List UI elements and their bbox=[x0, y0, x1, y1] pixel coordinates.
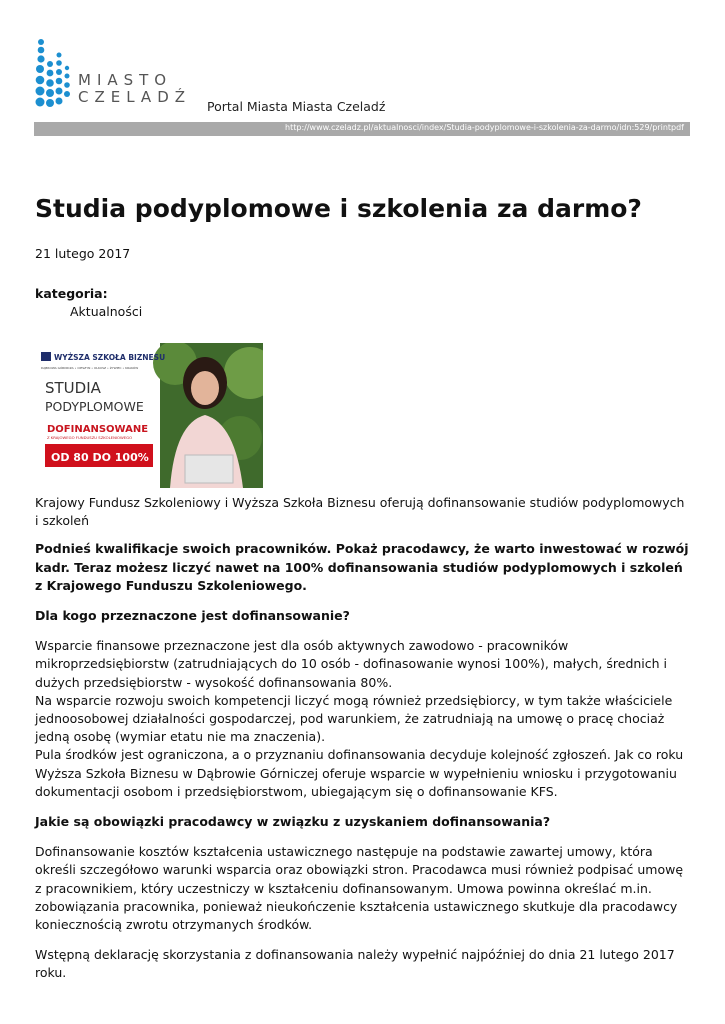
obligations-paragraph: Dofinansowanie kosztów kształcenia ustawicznego następuje na podstawie zawartej umowy, która określi szczegółowo warunki wsparcia oraz obowiązki stron. Pracodawca musi również podpisać umowę z pracownikiem, który uczestniczy w kształceniu dofinansowanym. Umowa powinna określać m.in. zobowiązania pracownika, ponieważ nieukończenie kształcenia ustawicznego skutkuje dla pracodawcy koniecznością zwrotu otrzymanych środków. bbox=[35, 844, 684, 933]
section-heading-obligations: Jakie są obowiązki pracodawcy w związku z uzyskaniem dofinansowania? bbox=[35, 814, 551, 830]
logo-line-2: CZELADŹ bbox=[78, 88, 192, 106]
deadline-paragraph: Wstępną deklarację skorzystania z dofinansowania należy wypełnić najpóźniej do dnia 21 lutego 2017 roku. bbox=[35, 947, 675, 981]
banner-line-4: Z KRAJOWEGO FUNDUSZU SZKOLENIOWEGO bbox=[47, 435, 133, 440]
category-value[interactable]: Aktualności bbox=[70, 304, 143, 319]
section-heading-eligibility: Dla kogo przeznaczone jest dofinansowanie? bbox=[35, 608, 350, 624]
article-banner-image bbox=[35, 343, 263, 488]
eligibility-paragraph-1: Wsparcie finansowe przeznaczone jest dla osób aktywnych zawodowo - pracowników mikroprzedsiębiorstw (zatrudniających do 10 osób - dofinasowanie wynosi 100%), małych, średnich i dużych przedsiębiorstw - wysokość dofinansowania 80%. bbox=[35, 638, 668, 690]
intro-paragraph: Krajowy Fundusz Szkoleniowy i Wyższa Szkoła Biznesu oferują dofinansowanie studiów podyplomowych i szkoleń bbox=[35, 495, 685, 529]
lead-paragraph: Podnieś kwalifikacje swoich pracowników. Pokaż pracodawcy, że warto inwestować w rozwój kadr. Teraz możesz liczyć nawet na 100% dofinansowania studiów podyplomowych i szkoleń z Krajowego Funduszu Szkoleniowego. bbox=[35, 541, 689, 593]
article-body bbox=[35, 494, 690, 993]
banner-badge: OD 80 DO 100% bbox=[51, 451, 149, 464]
article-date: 21 lutego 2017 bbox=[35, 246, 131, 261]
page-url[interactable]: http://www.czeladz.pl/aktualnosci/index/Studia-podyplomowe-i-szkolenia-za-darmo/idn:529/printpdf bbox=[285, 123, 684, 132]
banner-school: WYŻSZA SZKOŁA BIZNESU bbox=[54, 353, 166, 362]
logo-line-1: MIASTO bbox=[78, 71, 173, 89]
banner-graphic bbox=[35, 343, 263, 488]
eligibility-paragraph-2: Na wsparcie rozwoju swoich kompetencji liczyć mogą również przedsiębiorcy, w tym także właściciele jednoosobowej działalności gospodarczej, pod warunkiem, że zatrudniają na umowę o pracę chociaż jedną osobę (wymiar etatu nie ma znaczenia). bbox=[35, 692, 673, 745]
eligibility-paragraph-3: Pula środków jest ograniczona, a o przyznaniu dofinansowania decyduje kolejność zgłoszeń. Jak co roku Wyższa Szkoła Biznesu w Dąbrowie Górniczej oferuje wsparcie w wypełnieniu wniosku i przygotowaniu dokumentacji osobom i przedsiębiorstwom, ubiegającym się o dofinansowanie KFS. bbox=[35, 747, 684, 799]
logo-wordmark bbox=[78, 72, 191, 106]
logo-dots-icon bbox=[34, 38, 74, 110]
banner-line-3: DOFINANSOWANE bbox=[47, 424, 149, 435]
url-bar bbox=[34, 122, 690, 136]
article-title: Studia podyplomowe i szkolenia za darmo? bbox=[35, 194, 642, 223]
city-logo[interactable] bbox=[34, 38, 204, 110]
banner-line-2: PODYPLOMOWE bbox=[45, 399, 144, 414]
banner-cities: DĄBROWA GÓRNICZA • CIESZYN • OLKUSZ • ŻYWIEC • KRAKÓW bbox=[41, 366, 139, 370]
category-label: kategoria: bbox=[35, 286, 108, 301]
portal-title: Portal Miasta Miasta Czeladź bbox=[207, 99, 386, 114]
banner-line-1: STUDIA bbox=[45, 379, 101, 397]
